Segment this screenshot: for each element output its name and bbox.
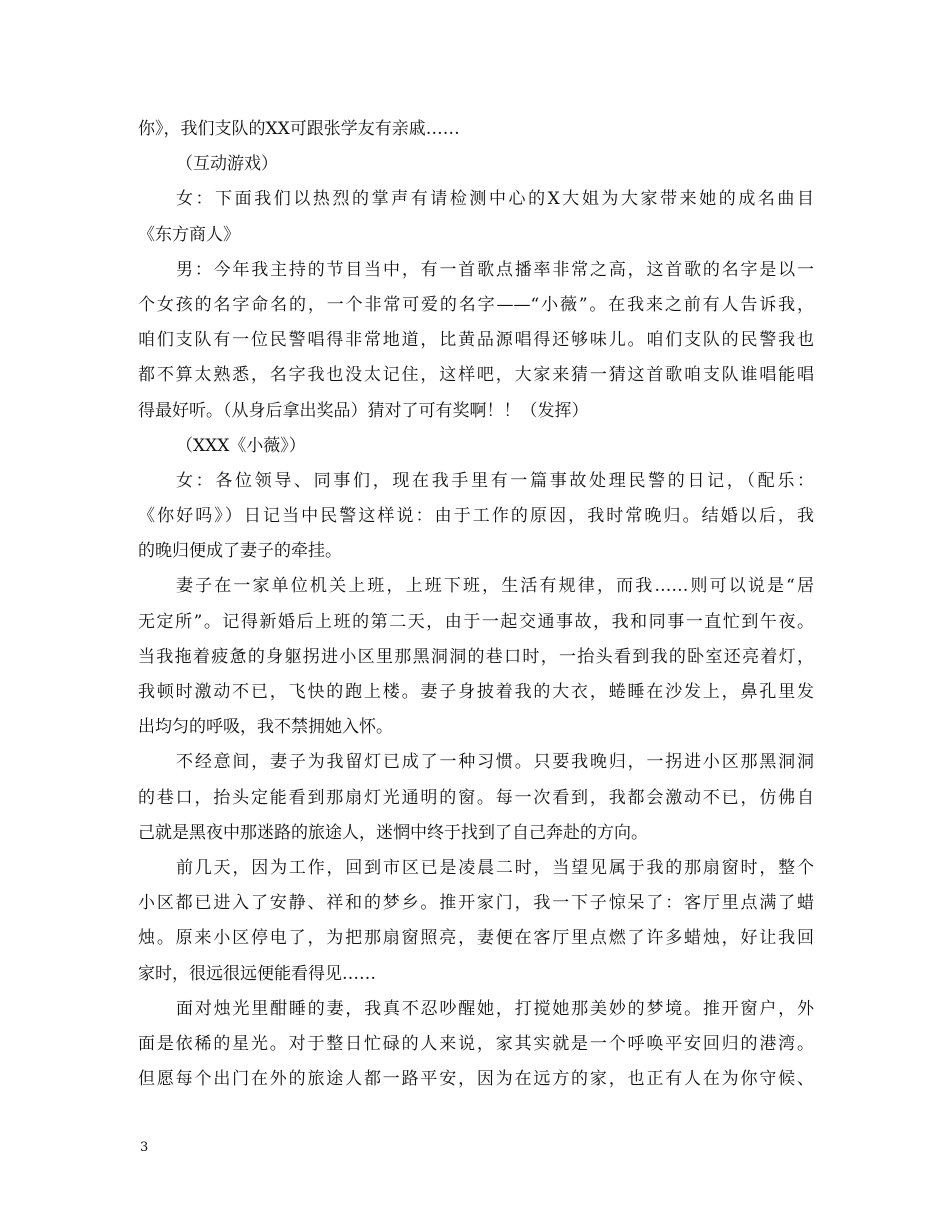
text-line: 当我拖着疲惫的身躯拐进小区里那黑洞洞的巷口时，一抬头看到我的卧室还亮着灯， bbox=[138, 646, 814, 667]
text-line: （XXX《小薇》） bbox=[176, 435, 306, 456]
text-line: 的巷口，抬头定能看到那扇灯光通明的窗。每一次看到，我都会激动不已，仿佛自 bbox=[138, 787, 814, 808]
text-line: 己就是黑夜中那迷路的旅途人，迷惘中终于找到了自己奔赴的方向。 bbox=[138, 822, 648, 843]
text-line: 妻子在一家单位机关上班，上班下班，生活有规律，而我……则可以说是“居 bbox=[176, 576, 814, 597]
text-line: 咱们支队有一位民警唱得非常地道，比黄品源唱得还够味儿。咱们支队的民警我也 bbox=[138, 330, 814, 351]
text-line: 家时，很远很远便能看得见…… bbox=[138, 963, 376, 984]
text-line: 但愿每个出门在外的旅途人都一路平安，因为在远方的家，也正有人在为你守候、 bbox=[138, 1069, 814, 1090]
text-line: 不经意间，妻子为我留灯已成了一种习惯。只要我晚归，一拐进小区那黑洞洞 bbox=[176, 752, 814, 773]
text-line: 女：各位领导、同事们，现在我手里有一篇事故处理民警的日记，（配乐： bbox=[176, 470, 814, 491]
text-line: 烛。原来小区停电了，为把那扇窗照亮，妻便在客厅里点燃了许多蜡烛，好让我回 bbox=[138, 928, 814, 949]
text-line: 得最好听。（从身后拿出奖品）猜对了可有奖啊！！（发挥） bbox=[138, 400, 589, 421]
text-line: 男：今年我主持的节目当中，有一首歌点播率非常之高，这首歌的名字是以一 bbox=[176, 259, 814, 280]
text-line: 我顿时激动不已，飞快的跑上楼。妻子身披着我的大衣，蜷睡在沙发上，鼻孔里发 bbox=[138, 682, 814, 702]
text-line: 面对烛光里酣睡的妻，我真不忍吵醒她，打搅她那美妙的梦境。推开窗户，外 bbox=[176, 998, 814, 1019]
text-line: 都不算太熟悉，名字我也没太记住，这样吧，大家来猜一猜这首歌咱支队谁唱能唱 bbox=[138, 365, 814, 386]
text-line: 《你好吗》）日记当中民警这样说：由于工作的原因，我时常晚归。结婚以后，我 bbox=[138, 506, 814, 527]
text-line: 无定所”。记得新婚后上班的第二天，由于一起交通事故，我和同事一直忙到午夜。 bbox=[138, 611, 814, 632]
body-text bbox=[138, 112, 814, 1097]
page-number: 3 bbox=[140, 1140, 149, 1155]
text-line: 你》，我们支队的XX可跟张学友有亲戚…… bbox=[138, 119, 460, 139]
text-line: 出均匀的呼吸，我不禁拥她入怀。 bbox=[138, 717, 393, 738]
text-line: 个女孩的名字命名的，一个非常可爱的名字——“小薇”。在我来之前有人告诉我， bbox=[138, 294, 814, 315]
text-line: （互动游戏） bbox=[176, 154, 278, 175]
text-line: 小区都已进入了安静、祥和的梦乡。推开家门，我一下子惊呆了：客厅里点满了蜡 bbox=[138, 893, 814, 914]
text-line: 面是依稀的星光。对于整日忙碌的人来说，家其实就是一个呼唤平安回归的港湾。 bbox=[138, 1033, 814, 1054]
text-line: 前几天，因为工作，回到市区已是凌晨二时，当望见属于我的那扇窗时，整个 bbox=[176, 857, 814, 878]
text-line: 《东方商人》 bbox=[138, 224, 240, 245]
text-line: 的晚归便成了妻子的牵挂。 bbox=[138, 541, 342, 562]
text-line: 女：下面我们以热烈的掌声有请检测中心的X大姐为大家带来她的成名曲目 bbox=[176, 189, 814, 210]
